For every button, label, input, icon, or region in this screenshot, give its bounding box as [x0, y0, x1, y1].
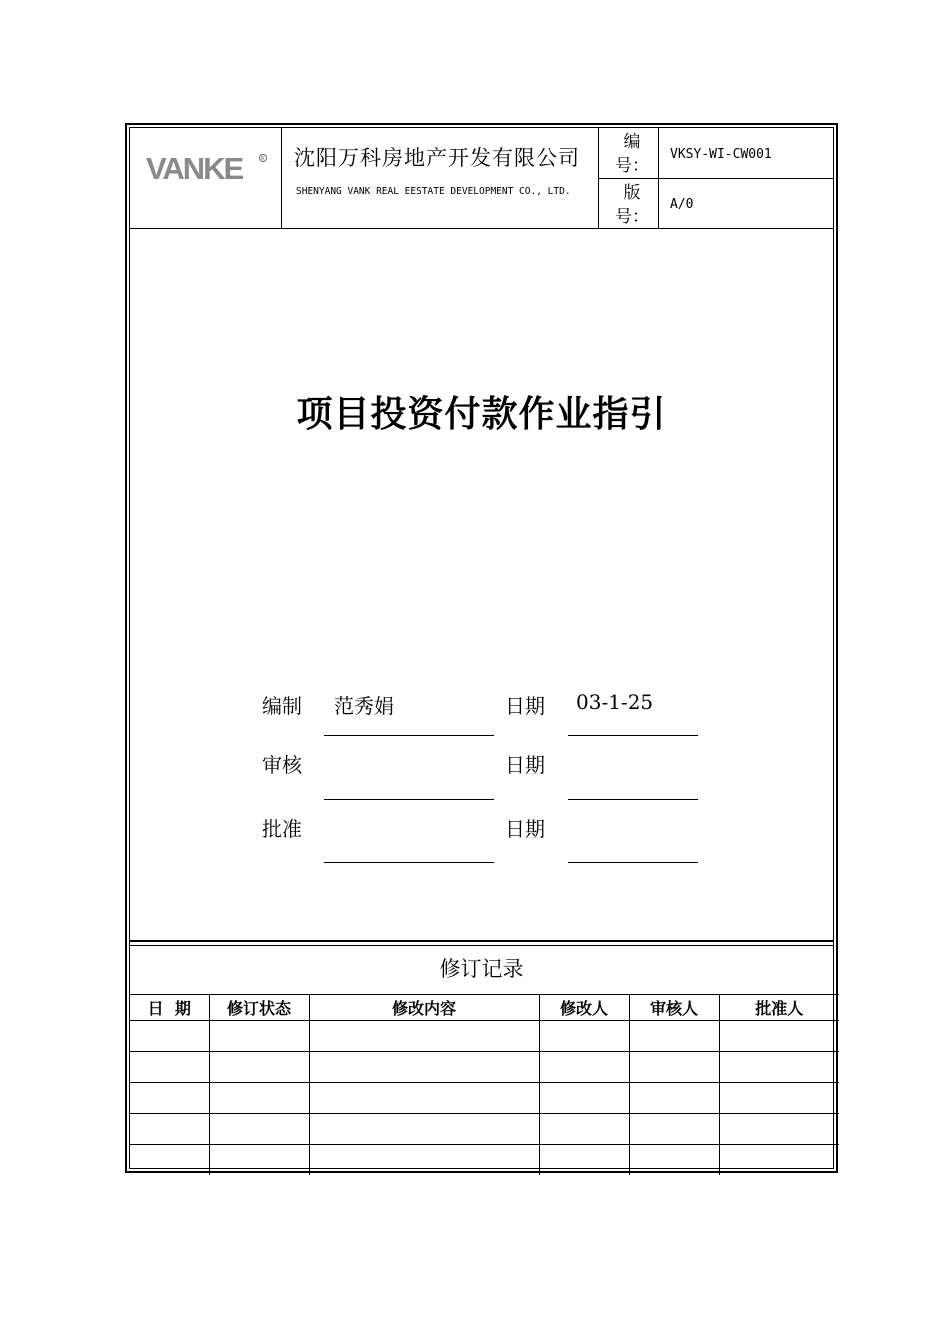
approve-date-line — [568, 862, 698, 863]
approve-date-label: 日期 — [505, 817, 545, 841]
revision-row — [130, 1114, 839, 1145]
review-date-line — [568, 799, 698, 800]
revision-cell — [629, 1052, 719, 1083]
header-divider-logo — [281, 128, 282, 228]
company-name-en: SHENYANG VANK REAL EESTATE DEVELOPMENT CO., LTD. — [296, 186, 571, 197]
revision-cell — [309, 1021, 539, 1052]
revision-table — [130, 994, 839, 1175]
col-status: 修订状态 — [209, 995, 309, 1021]
compile-date: 03-1-25 — [576, 690, 654, 714]
col-approver: 批准人 — [719, 995, 839, 1021]
review-date-label: 日期 — [505, 753, 545, 777]
col-editor: 修改人 — [539, 995, 629, 1021]
compile-date-line — [568, 735, 698, 736]
col-reviewer: 审核人 — [629, 995, 719, 1021]
revision-cell — [719, 1145, 839, 1176]
revision-cell — [719, 1052, 839, 1083]
document-frame — [125, 123, 838, 1173]
revision-cell — [309, 1083, 539, 1114]
revision-row — [130, 1021, 839, 1052]
compile-date-label: 日期 — [505, 694, 545, 718]
col-date: 日 期 — [130, 995, 209, 1021]
compile-label: 编制 — [262, 694, 302, 718]
approve-name-line — [324, 862, 494, 863]
header-info-row-divider — [598, 178, 833, 179]
revision-cell — [309, 1052, 539, 1083]
revision-cell — [629, 1145, 719, 1176]
revision-cell — [130, 1083, 209, 1114]
review-name-line — [324, 799, 494, 800]
review-label: 审核 — [262, 753, 302, 777]
revision-cell — [719, 1083, 839, 1114]
compile-name-line — [324, 735, 494, 736]
doc-no-value: VKSY-WI-CW001 — [670, 147, 772, 162]
revision-cell — [209, 1083, 309, 1114]
revision-cell — [539, 1021, 629, 1052]
version-value: A/0 — [670, 197, 694, 212]
logo-wordmark: VANKE — [146, 151, 243, 186]
revision-cell — [719, 1114, 839, 1145]
revision-cell — [539, 1083, 629, 1114]
document-title: 项目投资付款作业指引 — [296, 394, 667, 435]
revision-cell — [209, 1021, 309, 1052]
version-label: 版号： — [615, 183, 649, 227]
compile-name: 范秀娟 — [334, 694, 394, 718]
col-content: 修改内容 — [309, 995, 539, 1021]
revision-cell — [629, 1021, 719, 1052]
revision-row — [130, 1083, 839, 1114]
revision-cell — [309, 1114, 539, 1145]
header-bottom-line — [130, 228, 833, 229]
svg-text:R: R — [260, 156, 265, 163]
revision-row — [130, 1052, 839, 1083]
company-name-cn: 沈阳万科房地产开发有限公司 — [294, 146, 580, 170]
revision-cell — [209, 1052, 309, 1083]
revision-cell — [309, 1145, 539, 1176]
vanke-logo — [146, 148, 266, 188]
revision-cell — [539, 1145, 629, 1176]
doc-no-label: 编号： — [615, 132, 649, 176]
revision-cell — [130, 1021, 209, 1052]
revision-cell — [130, 1114, 209, 1145]
revision-cell — [539, 1052, 629, 1083]
revision-cell — [130, 1052, 209, 1083]
revision-header-row — [130, 995, 839, 1021]
revision-cell — [539, 1114, 629, 1145]
revision-cell — [629, 1114, 719, 1145]
revision-title: 修订记录 — [439, 957, 524, 981]
revision-cell — [719, 1021, 839, 1052]
revision-cell — [209, 1114, 309, 1145]
document-inner-border — [129, 127, 834, 1169]
approve-label: 批准 — [262, 817, 302, 841]
revision-cell — [209, 1145, 309, 1176]
revision-row — [130, 1145, 839, 1176]
revision-section-divider — [130, 940, 833, 946]
revision-cell — [130, 1145, 209, 1176]
revision-cell — [629, 1083, 719, 1114]
